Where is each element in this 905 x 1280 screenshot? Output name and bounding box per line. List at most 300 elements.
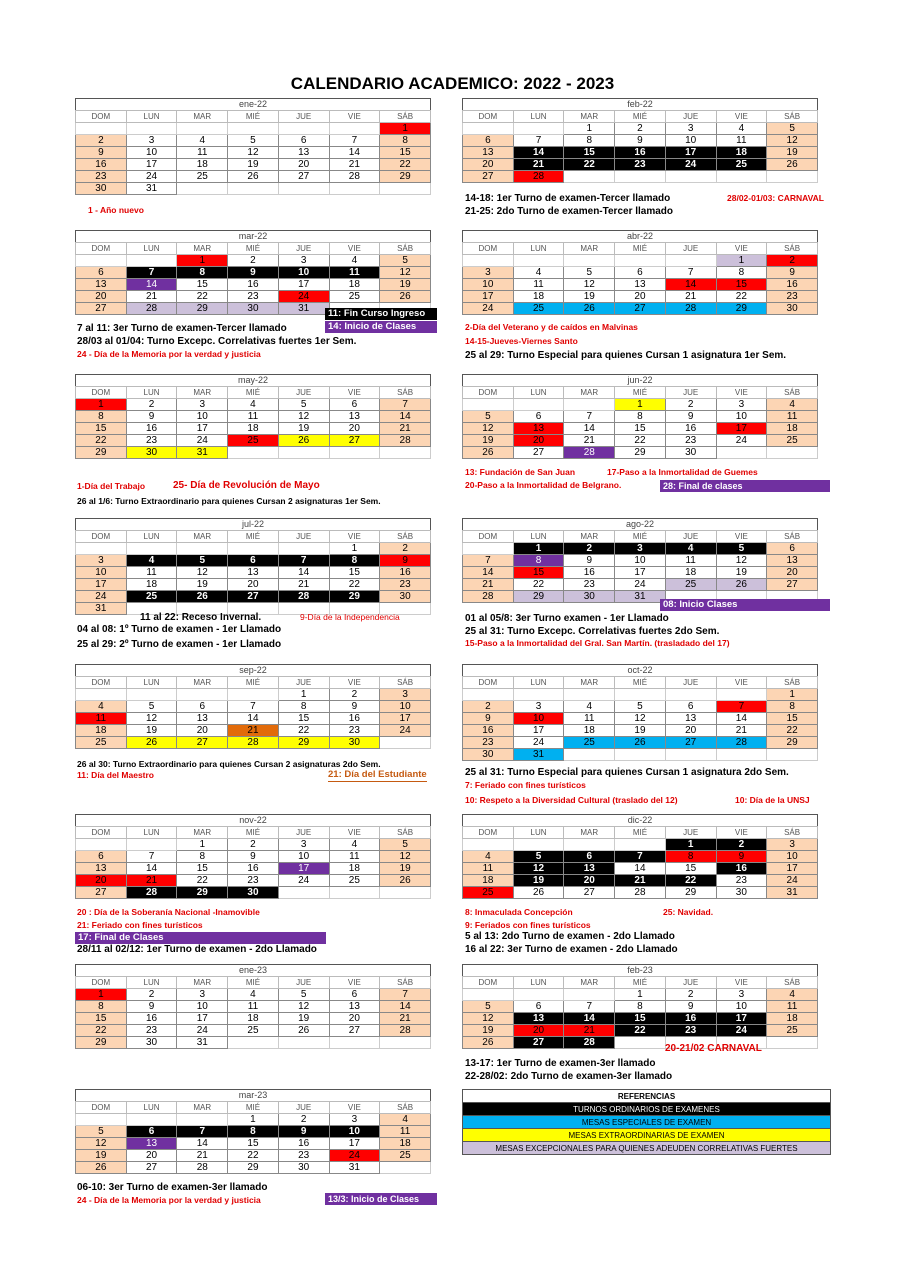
month-label: mar-23 xyxy=(75,1089,431,1101)
exam-note: 26 al 1/6: Turno Extraordinario para quienes Cursan 2 asignaturas 1er Sem. xyxy=(77,496,381,506)
empty-cell xyxy=(329,1037,380,1049)
day-name: VIE xyxy=(716,111,767,123)
calendar-day: 6 xyxy=(228,555,279,567)
calendar-day: 18 xyxy=(564,725,615,737)
calendar-day: 31 xyxy=(177,447,228,459)
calendar-day: 11 xyxy=(228,411,279,423)
exam-note: 26 al 30: Turno Extraordinario para quienes Cursan 2 asignaturas 2do Sem. xyxy=(77,759,381,769)
day-name: JUE xyxy=(665,827,716,839)
calendar-day: 18 xyxy=(380,1138,431,1150)
calendar-day: 24 xyxy=(76,591,127,603)
calendar-day: 25 xyxy=(177,171,228,183)
calendar-day: 29 xyxy=(380,171,431,183)
calendar-day: 20 xyxy=(76,875,127,887)
calendar-day: 5 xyxy=(513,851,564,863)
holiday-note: 24 - Día de la Memoria por la verdad y justicia xyxy=(77,349,261,359)
calendar-day: 7 xyxy=(329,135,380,147)
day-name: DOM xyxy=(463,387,514,399)
calendar-day: 30 xyxy=(329,737,380,749)
calendar-day: 17 xyxy=(76,579,127,591)
calendar-day: 18 xyxy=(228,423,279,435)
calendar-day: 27 xyxy=(177,737,228,749)
calendar-day: 2 xyxy=(564,543,615,555)
empty-cell xyxy=(513,689,564,701)
calendar-day: 8 xyxy=(177,267,228,279)
month-calendar xyxy=(75,814,431,899)
calendar-day: 22 xyxy=(76,1025,127,1037)
calendar-day: 24 xyxy=(716,1025,767,1037)
holiday-note: 10: Día de la UNSJ xyxy=(735,795,810,805)
calendar-day: 10 xyxy=(380,701,431,713)
calendar-day: 25 xyxy=(126,591,177,603)
month-calendar xyxy=(75,1089,431,1174)
empty-cell xyxy=(228,543,279,555)
empty-cell xyxy=(615,749,666,761)
calendar-day: 12 xyxy=(767,135,818,147)
calendar-day: 16 xyxy=(228,279,279,291)
day-name: SÁB xyxy=(380,977,431,989)
empty-cell xyxy=(513,839,564,851)
calendar-day: 20 xyxy=(767,567,818,579)
calendar-day: 8 xyxy=(76,1001,127,1013)
calendar-day: 27 xyxy=(278,171,329,183)
calendar-day: 18 xyxy=(665,567,716,579)
calendar-day: 28 xyxy=(380,1025,431,1037)
calendar-day: 17 xyxy=(126,159,177,171)
month-calendar xyxy=(75,374,431,459)
calendar-day: 11 xyxy=(126,567,177,579)
calendar-day: 22 xyxy=(767,725,818,737)
month-calendar xyxy=(75,964,431,1049)
calendar-day: 8 xyxy=(716,267,767,279)
calendar-day: 15 xyxy=(228,1138,279,1150)
day-name: MIÉ xyxy=(228,111,279,123)
calendar-day: 26 xyxy=(278,1025,329,1037)
event-box: 17: Final de Clases xyxy=(75,932,326,944)
calendar-day: 29 xyxy=(228,1162,279,1174)
calendar-day: 2 xyxy=(716,839,767,851)
calendar-day: 20 xyxy=(278,159,329,171)
calendar-day: 20 xyxy=(665,725,716,737)
calendar-day: 7 xyxy=(665,267,716,279)
calendar-day: 14 xyxy=(513,147,564,159)
calendar-day: 26 xyxy=(228,171,279,183)
day-name: VIE xyxy=(716,531,767,543)
day-name: JUE xyxy=(665,677,716,689)
calendar-day: 23 xyxy=(716,875,767,887)
empty-cell xyxy=(380,1037,431,1049)
calendar-day: 31 xyxy=(76,603,127,615)
day-name: LUN xyxy=(513,243,564,255)
calendar-day: 8 xyxy=(615,411,666,423)
day-name: VIE xyxy=(329,827,380,839)
day-name: MAR xyxy=(177,111,228,123)
calendar-day: 13 xyxy=(278,147,329,159)
day-name: LUN xyxy=(513,387,564,399)
empty-cell xyxy=(513,989,564,1001)
calendar-day: 3 xyxy=(76,555,127,567)
calendar-day: 6 xyxy=(329,399,380,411)
calendar-day: 13 xyxy=(76,279,127,291)
calendar-day: 26 xyxy=(278,435,329,447)
calendar-day: 18 xyxy=(228,1013,279,1025)
calendar-day: 20 xyxy=(177,725,228,737)
calendar-day: 5 xyxy=(716,543,767,555)
empty-cell xyxy=(463,689,514,701)
reference-especiales: MESAS ESPECIALES DE EXAMEN xyxy=(463,1116,831,1129)
day-name: MIÉ xyxy=(228,1102,279,1114)
calendar-day: 1 xyxy=(513,543,564,555)
calendar-day: 27 xyxy=(228,591,279,603)
calendar-day: 13 xyxy=(126,1138,177,1150)
calendar-day: 26 xyxy=(126,737,177,749)
calendar-day: 31 xyxy=(329,1162,380,1174)
calendar-day: 6 xyxy=(564,851,615,863)
day-name: MAR xyxy=(564,677,615,689)
calendar-day: 21 xyxy=(228,725,279,737)
calendar-day: 26 xyxy=(564,303,615,315)
empty-cell xyxy=(278,887,329,899)
calendar-day: 9 xyxy=(228,851,279,863)
references-table xyxy=(462,1089,831,1155)
calendar-day: 16 xyxy=(126,1013,177,1025)
calendar-day: 16 xyxy=(380,567,431,579)
day-name: MAR xyxy=(177,243,228,255)
calendar-day: 7 xyxy=(463,555,514,567)
break-note: 11 al 22: Receso Invernal. xyxy=(140,612,262,623)
calendar-day: 9 xyxy=(228,267,279,279)
calendar-day: 2 xyxy=(228,839,279,851)
calendar-day: 23 xyxy=(228,291,279,303)
calendar-day: 14 xyxy=(463,567,514,579)
calendar-day: 20 xyxy=(564,875,615,887)
calendar-day: 4 xyxy=(228,399,279,411)
calendar-day: 2 xyxy=(767,255,818,267)
calendar-day: 2 xyxy=(665,399,716,411)
calendar-day: 4 xyxy=(513,267,564,279)
day-name: JUE xyxy=(665,977,716,989)
calendar-day: 14 xyxy=(177,1138,228,1150)
empty-cell xyxy=(329,447,380,459)
calendar-day: 16 xyxy=(329,713,380,725)
calendar-day: 21 xyxy=(278,579,329,591)
day-name: DOM xyxy=(76,531,127,543)
day-name: DOM xyxy=(76,1102,127,1114)
calendar-day: 16 xyxy=(564,567,615,579)
calendar-day: 22 xyxy=(564,159,615,171)
calendar-day: 22 xyxy=(177,291,228,303)
calendar-day: 2 xyxy=(126,399,177,411)
calendar-day: 20 xyxy=(76,291,127,303)
calendar-day: 28 xyxy=(126,303,177,315)
calendar-day: 21 xyxy=(380,423,431,435)
day-name: MIÉ xyxy=(228,977,279,989)
empty-cell xyxy=(329,183,380,195)
calendar-day: 15 xyxy=(615,1013,666,1025)
reference-ordinarios: TURNOS ORDINARIOS DE EXAMENES xyxy=(463,1103,831,1116)
calendar-day: 9 xyxy=(716,851,767,863)
empty-cell xyxy=(380,1162,431,1174)
calendar-day: 24 xyxy=(177,435,228,447)
empty-cell xyxy=(380,737,431,749)
calendar-day: 30 xyxy=(767,303,818,315)
day-name: SÁB xyxy=(380,243,431,255)
calendar-day: 8 xyxy=(228,1126,279,1138)
calendar-day: 19 xyxy=(564,291,615,303)
calendar-day: 9 xyxy=(329,701,380,713)
calendar-day: 3 xyxy=(177,989,228,1001)
calendar-day: 21 xyxy=(177,1150,228,1162)
calendar-day: 13 xyxy=(177,713,228,725)
day-name: SÁB xyxy=(767,243,818,255)
calendar-day: 26 xyxy=(177,591,228,603)
month-calendar xyxy=(462,230,818,315)
empty-cell xyxy=(665,171,716,183)
calendar-day: 11 xyxy=(380,1126,431,1138)
calendar-day: 29 xyxy=(278,737,329,749)
calendar-day: 30 xyxy=(126,1037,177,1049)
day-name: JUE xyxy=(665,243,716,255)
empty-cell xyxy=(177,183,228,195)
calendar-day: 18 xyxy=(329,863,380,875)
calendar-day: 24 xyxy=(665,159,716,171)
calendar-day: 7 xyxy=(177,1126,228,1138)
calendar-day: 27 xyxy=(126,1162,177,1174)
calendar-day: 8 xyxy=(564,135,615,147)
calendar-day: 3 xyxy=(716,989,767,1001)
calendar-day: 11 xyxy=(463,863,514,875)
empty-cell xyxy=(278,183,329,195)
calendar-day: 20 xyxy=(329,423,380,435)
calendar-day: 15 xyxy=(177,863,228,875)
empty-cell xyxy=(564,255,615,267)
calendar-day: 27 xyxy=(564,887,615,899)
day-name: DOM xyxy=(76,977,127,989)
event-box: 14: Inicio de Clases xyxy=(325,321,437,333)
calendar-day: 4 xyxy=(329,255,380,267)
calendar-day: 17 xyxy=(278,279,329,291)
day-name: JUE xyxy=(278,827,329,839)
calendar-day: 1 xyxy=(228,1114,279,1126)
month-calendar xyxy=(75,230,431,315)
holiday-note: 25: Navidad. xyxy=(663,907,714,917)
calendar-day: 10 xyxy=(177,411,228,423)
calendar-day: 22 xyxy=(76,435,127,447)
calendar-day: 10 xyxy=(615,555,666,567)
calendar-day: 4 xyxy=(177,135,228,147)
calendar-day: 4 xyxy=(329,839,380,851)
calendar-day: 1 xyxy=(716,255,767,267)
calendar-day: 5 xyxy=(126,701,177,713)
calendar-day: 17 xyxy=(665,147,716,159)
calendar-day: 3 xyxy=(278,839,329,851)
calendar-day: 28 xyxy=(615,887,666,899)
empty-cell xyxy=(564,399,615,411)
empty-cell xyxy=(278,543,329,555)
calendar-day: 1 xyxy=(665,839,716,851)
calendar-day: 20 xyxy=(228,579,279,591)
calendar-day: 17 xyxy=(767,863,818,875)
calendar-day: 24 xyxy=(716,435,767,447)
calendar-day: 30 xyxy=(228,303,279,315)
day-name: MAR xyxy=(564,243,615,255)
empty-cell xyxy=(463,123,514,135)
exam-note: 25 al 31: Turno Especial para quienes Cursan 1 asignatura 2do Sem. xyxy=(465,767,789,778)
day-name: MAR xyxy=(564,827,615,839)
calendar-day: 1 xyxy=(76,989,127,1001)
calendar-day: 22 xyxy=(615,435,666,447)
empty-cell xyxy=(126,543,177,555)
exam-note: 16 al 22: 3er Turno de examen - 2do Llamado xyxy=(465,944,678,955)
calendar-day: 13 xyxy=(76,863,127,875)
calendar-day: 4 xyxy=(76,701,127,713)
calendar-day: 21 xyxy=(564,1025,615,1037)
calendar-day: 29 xyxy=(76,447,127,459)
day-name: SÁB xyxy=(767,111,818,123)
empty-cell xyxy=(76,123,127,135)
calendar-day: 29 xyxy=(615,447,666,459)
calendar-day: 28 xyxy=(463,591,514,603)
day-name: DOM xyxy=(463,977,514,989)
calendar-day: 17 xyxy=(463,291,514,303)
calendar-day: 18 xyxy=(126,579,177,591)
empty-cell xyxy=(228,689,279,701)
calendar-day: 12 xyxy=(564,279,615,291)
calendar-day: 30 xyxy=(278,1162,329,1174)
calendar-day: 13 xyxy=(513,1013,564,1025)
calendar-day: 14 xyxy=(126,863,177,875)
empty-cell xyxy=(463,989,514,1001)
day-name: DOM xyxy=(463,677,514,689)
day-name: SÁB xyxy=(380,827,431,839)
empty-cell xyxy=(380,183,431,195)
calendar-day: 13 xyxy=(615,279,666,291)
calendar-day: 27 xyxy=(615,303,666,315)
calendar-day: 13 xyxy=(329,411,380,423)
holiday-note: 9-Día de la Independencia xyxy=(300,612,400,622)
exam-note: 04 al 08: 1º Turno de examen - 1er Llamado xyxy=(77,624,282,635)
calendar-day: 21 xyxy=(513,159,564,171)
calendar-day: 8 xyxy=(177,851,228,863)
empty-cell xyxy=(76,255,127,267)
calendar-day: 25 xyxy=(329,291,380,303)
calendar-day: 19 xyxy=(228,159,279,171)
holiday-note: 17-Paso a la Inmortalidad de Guemes xyxy=(607,467,758,477)
empty-cell xyxy=(177,123,228,135)
calendar-day: 18 xyxy=(329,279,380,291)
day-name: MIÉ xyxy=(615,827,666,839)
day-name: MAR xyxy=(564,531,615,543)
calendar-day: 16 xyxy=(665,1013,716,1025)
month-label: feb-23 xyxy=(462,964,818,976)
calendar-day: 2 xyxy=(76,135,127,147)
day-name: MIÉ xyxy=(615,111,666,123)
day-name: LUN xyxy=(513,827,564,839)
month-label: abr-22 xyxy=(462,230,818,242)
calendar-day: 9 xyxy=(615,135,666,147)
month-label: mar-22 xyxy=(75,230,431,242)
calendar-day: 16 xyxy=(767,279,818,291)
day-name: VIE xyxy=(329,531,380,543)
day-name: MAR xyxy=(564,111,615,123)
empty-cell xyxy=(564,839,615,851)
calendar-day: 19 xyxy=(767,147,818,159)
holiday-note: 13: Fundación de San Juan xyxy=(465,467,576,477)
calendar-day: 25 xyxy=(767,435,818,447)
calendar-day: 1 xyxy=(76,399,127,411)
calendar-day: 23 xyxy=(665,1025,716,1037)
calendar-day: 19 xyxy=(615,725,666,737)
calendar-day: 6 xyxy=(513,1001,564,1013)
day-name: SÁB xyxy=(380,1102,431,1114)
empty-cell xyxy=(278,123,329,135)
calendar-day: 4 xyxy=(228,989,279,1001)
calendar-day: 27 xyxy=(665,737,716,749)
calendar-day: 11 xyxy=(329,851,380,863)
calendar-day: 3 xyxy=(665,123,716,135)
calendar-day: 16 xyxy=(278,1138,329,1150)
calendar-day: 14 xyxy=(564,423,615,435)
month-label: ene-22 xyxy=(75,98,431,110)
calendar-day: 27 xyxy=(513,1037,564,1049)
day-name: SÁB xyxy=(767,387,818,399)
exam-note: 5 al 13: 2do Turno de examen - 2do Llamado xyxy=(465,931,675,942)
calendar-day: 21 xyxy=(716,725,767,737)
day-name: MIÉ xyxy=(228,677,279,689)
calendar-day: 4 xyxy=(126,555,177,567)
calendar-day: 1 xyxy=(177,839,228,851)
calendar-day: 24 xyxy=(278,291,329,303)
empty-cell xyxy=(615,839,666,851)
day-name: VIE xyxy=(329,977,380,989)
calendar-day: 29 xyxy=(716,303,767,315)
calendar-day: 10 xyxy=(513,713,564,725)
calendar-day: 25 xyxy=(716,159,767,171)
calendar-day: 8 xyxy=(665,851,716,863)
calendar-day: 12 xyxy=(278,1001,329,1013)
calendar-day: 29 xyxy=(177,887,228,899)
empty-cell xyxy=(665,689,716,701)
event-box: 11: Fin Curso Ingreso xyxy=(325,308,437,320)
calendar-day: 1 xyxy=(767,689,818,701)
day-name: LUN xyxy=(513,677,564,689)
day-name: SÁB xyxy=(380,531,431,543)
calendar-day: 11 xyxy=(228,1001,279,1013)
calendar-day: 12 xyxy=(228,147,279,159)
calendar-day: 24 xyxy=(615,579,666,591)
calendar-day: 11 xyxy=(76,713,127,725)
calendar-day: 1 xyxy=(329,543,380,555)
day-name: LUN xyxy=(126,977,177,989)
calendar-day: 22 xyxy=(380,159,431,171)
calendar-day: 17 xyxy=(177,423,228,435)
calendar-day: 7 xyxy=(278,555,329,567)
calendar-day: 28 xyxy=(564,1037,615,1049)
calendar-day: 23 xyxy=(278,1150,329,1162)
holiday-note: 21: Feriado con fines turísticos xyxy=(77,920,203,930)
calendar-day: 10 xyxy=(463,279,514,291)
calendar-day: 18 xyxy=(177,159,228,171)
calendar-day: 31 xyxy=(513,749,564,761)
calendar-day: 3 xyxy=(278,255,329,267)
exam-note: 21-25: 2do Turno de examen-Tercer llamado xyxy=(465,206,674,217)
day-name: MAR xyxy=(177,827,228,839)
calendar-day: 6 xyxy=(76,851,127,863)
calendar-day: 25 xyxy=(564,737,615,749)
month-label: feb-22 xyxy=(462,98,818,110)
month-calendar xyxy=(75,98,431,195)
calendar-day: 8 xyxy=(380,135,431,147)
